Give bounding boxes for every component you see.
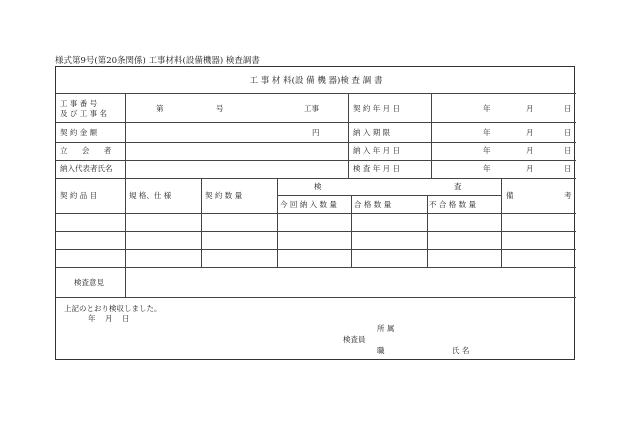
row1-label-line2: 及 び 工 事 名	[60, 109, 108, 118]
footer-inspector: 検査員	[343, 335, 366, 344]
footer-affiliation: 所 属	[377, 324, 395, 333]
row1-day: 日	[564, 104, 572, 113]
rule-opinion	[56, 297, 576, 298]
inspection-form	[55, 66, 575, 360]
rule-row4	[56, 178, 576, 179]
footer-year: 年	[88, 314, 96, 323]
vrule-table-delivered	[351, 195, 352, 267]
form-caption: 様式第9号(第20条関係) 工事材料(設備機器) 検査調書	[55, 56, 260, 66]
vrule-table-spec	[201, 178, 202, 267]
row2-yen: 円	[312, 128, 320, 137]
footer-name: 氏 名	[452, 346, 470, 355]
row1-gou: 号	[216, 104, 224, 113]
row3-year: 年	[483, 146, 491, 155]
row2-delivery-deadline-label: 納 入 期 限	[353, 128, 391, 137]
footer-line1: 上記のとおり検収しました。	[64, 304, 162, 313]
col-remarks-header-2: 考	[564, 191, 572, 200]
vrule-opinion	[125, 267, 126, 297]
vrule-info-mid	[348, 93, 349, 178]
vrule-table-remarks	[501, 178, 502, 267]
rule-kensa-header	[277, 195, 501, 196]
rule-table-row2	[56, 249, 576, 250]
col-spec-header: 規 格、仕 様	[129, 191, 172, 200]
row3-day: 日	[564, 146, 572, 155]
opinion-label: 検査意見	[74, 278, 104, 287]
footer-position: 職	[377, 346, 385, 355]
row1-month: 月	[526, 104, 534, 113]
col-remarks-header-1: 備	[506, 191, 514, 200]
row4-label: 納入代表者氏名	[60, 164, 113, 173]
row2-month: 月	[526, 128, 534, 137]
rule-table-header	[56, 213, 576, 214]
footer-day: 日	[122, 314, 130, 323]
row3-label: 立 会 者	[60, 146, 118, 155]
row4-month: 月	[526, 164, 534, 173]
row1-dai: 第	[156, 104, 164, 113]
row2-day: 日	[564, 128, 572, 137]
rule-row3	[56, 160, 576, 161]
row1-year: 年	[483, 104, 491, 113]
row3-month: 月	[526, 146, 534, 155]
col-item-header: 契 約 品 目	[60, 191, 98, 200]
rule-title	[56, 93, 576, 94]
col-qty-header: 契 約 数 量	[205, 191, 243, 200]
col-delivered-header: 今 回 納 入 数 量	[280, 200, 337, 209]
form-title: 工 事 材 料(設 備 機 器)検 査 調 書	[249, 76, 383, 86]
rule-table-row1	[56, 231, 576, 232]
row4-year: 年	[483, 164, 491, 173]
vrule-table-qty	[277, 178, 278, 267]
footer-month: 月	[105, 314, 113, 323]
vrule-table-pass	[427, 195, 428, 267]
rule-row1	[56, 122, 576, 123]
row1-contract-date-label: 契 約 年 月 日	[353, 104, 401, 113]
rule-row2	[56, 142, 576, 143]
row4-inspection-date-label: 検 査 年 月 日	[353, 164, 401, 173]
row1-kouji: 工事	[304, 104, 319, 113]
row3-delivery-date-label: 納 入 年 月 日	[353, 146, 401, 155]
kensa-header-left: 検	[314, 182, 322, 191]
vrule-info-right	[431, 93, 432, 178]
row4-day: 日	[564, 164, 572, 173]
row1-label-line1: 工 事 番 号	[60, 99, 98, 108]
vrule-info-label	[125, 93, 126, 178]
rule-table-row3	[56, 267, 576, 268]
row2-year: 年	[483, 128, 491, 137]
col-fail-header: 不 合 格 数 量	[429, 200, 477, 209]
row2-label: 契 約 金 額	[60, 128, 98, 137]
vrule-table-item	[125, 178, 126, 267]
kensa-header-right: 査	[454, 182, 462, 191]
col-pass-header: 合 格 数 量	[354, 200, 392, 209]
